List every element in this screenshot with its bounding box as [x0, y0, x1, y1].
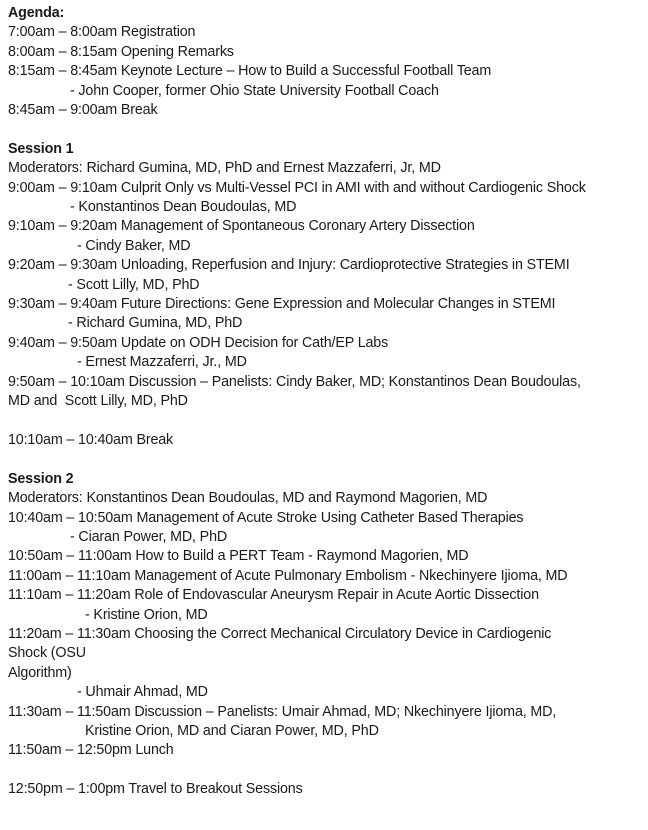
agenda-line-speaker-john-cooper: - John Cooper, former Ohio State University Football Coach — [70, 82, 439, 99]
agenda-line-item-discussion-2: 11:30am – 11:50am Discussion – Panelists: Umair Ahmad, MD; Nkechinyere Ijioma, MD, — [8, 703, 557, 720]
agenda-line-speaker-boudoulas-1: - Konstantinos Dean Boudoulas, MD — [70, 199, 297, 216]
agenda-line-heading-session-1: Session 1 — [8, 140, 74, 157]
agenda-line-item-pert-team: 10:50am – 11:00am How to Build a PERT Team - Raymond Magorien, MD — [8, 548, 469, 565]
agenda-line-speaker-gumina: - Richard Gumina, MD, PhD — [68, 315, 243, 332]
spacer-line — [8, 120, 642, 139]
agenda-line-item-discussion-1-cont: MD and Scott Lilly, MD, PhD — [8, 393, 188, 410]
agenda-line-item-discussion-2-cont: Kristine Orion, MD and Ciaran Power, MD, PhD — [85, 722, 379, 739]
agenda-line-item-discussion-1: 9:50am – 10:10am Discussion – Panelists: Cindy Baker, MD; Konstantinos Dean Boudoulas, — [8, 373, 581, 390]
agenda-line-speaker-cindy-baker: - Cindy Baker, MD — [77, 237, 191, 254]
agenda-line-item-break-1: 8:45am – 9:00am Break — [8, 102, 158, 119]
agenda-line-item-lunch: 11:50am – 12:50pm Lunch — [8, 742, 174, 759]
spacer-line — [8, 412, 642, 431]
agenda-line-speaker-mazzaferri: - Ernest Mazzaferri, Jr., MD — [77, 354, 247, 371]
agenda-line-item-unloading: 9:20am – 9:30am Unloading, Reperfusion and Injury: Cardioprotective Strategies in STEMI — [8, 257, 570, 274]
agenda-line-item-acute-stroke: 10:40am – 10:50am Management of Acute Stroke Using Catheter Based Therapies — [8, 509, 524, 526]
agenda-line-item-culprit-pci: 9:00am – 9:10am Culprit Only vs Multi-Vessel PCI in AMI with and without Cardiogenic Shock — [8, 179, 586, 196]
agenda-line-item-opening-remarks: 8:00am – 8:15am Opening Remarks — [8, 43, 234, 60]
agenda-line-heading-agenda: Agenda: — [8, 5, 65, 21]
agenda-line-item-travel-breakout: 12:50pm – 1:00pm Travel to Breakout Sessions — [8, 781, 303, 798]
spacer-line — [8, 761, 642, 780]
agenda-line-item-mcs-device: 11:20am – 11:30am Choosing the Correct Mechanical Circulatory Device in Cardiogenic — [8, 625, 552, 642]
agenda-line-speaker-scott-lilly: - Scott Lilly, MD, PhD — [68, 276, 200, 293]
agenda-line-item-mcs-device-cont-1: Shock (OSU — [8, 645, 86, 662]
agenda-line-moderators-session-2: Moderators: Konstantinos Dean Boudoulas, MD and Raymond Magorien, MD — [8, 490, 488, 507]
agenda-line-item-registration: 7:00am – 8:00am Registration — [8, 24, 196, 41]
agenda-line-item-pulmonary-embolism: 11:00am – 11:10am Management of Acute Pulmonary Embolism - Nkechinyere Ijioma, MD — [8, 567, 568, 584]
agenda-line-item-break-2: 10:10am – 10:40am Break — [8, 431, 174, 448]
agenda-line-heading-session-2: Session 2 — [8, 470, 74, 487]
agenda-line-item-evar-dissection: 11:10am – 11:20am Role of Endovascular Aneurysm Repair in Acute Aortic Dissection — [8, 587, 539, 604]
agenda-line-speaker-ciaran-power: - Ciaran Power, MD, PhD — [70, 528, 228, 545]
agenda-line-speaker-uhmair-ahmad: - Uhmair Ahmad, MD — [77, 684, 208, 701]
agenda-line-speaker-kristine-orion: - Kristine Orion, MD — [85, 606, 208, 623]
agenda-line-item-keynote: 8:15am – 8:45am Keynote Lecture – How to Build a Successful Football Team — [8, 63, 492, 80]
agenda-line-moderators-session-1: Moderators: Richard Gumina, MD, PhD and Ernest Mazzaferri, Jr, MD — [8, 160, 441, 177]
agenda-line-item-future-directions: 9:30am – 9:40am Future Directions: Gene Expression and Molecular Changes in STEMI — [8, 296, 556, 313]
agenda-line-item-mcs-device-cont-2: Algorithm) — [8, 664, 72, 681]
agenda-line-item-odh-update: 9:40am – 9:50am Update on ODH Decision for Cath/EP Labs — [8, 334, 389, 351]
spacer-line — [8, 450, 642, 469]
agenda-line-item-scad: 9:10am – 9:20am Management of Spontaneous Coronary Artery Dissection — [8, 218, 475, 235]
